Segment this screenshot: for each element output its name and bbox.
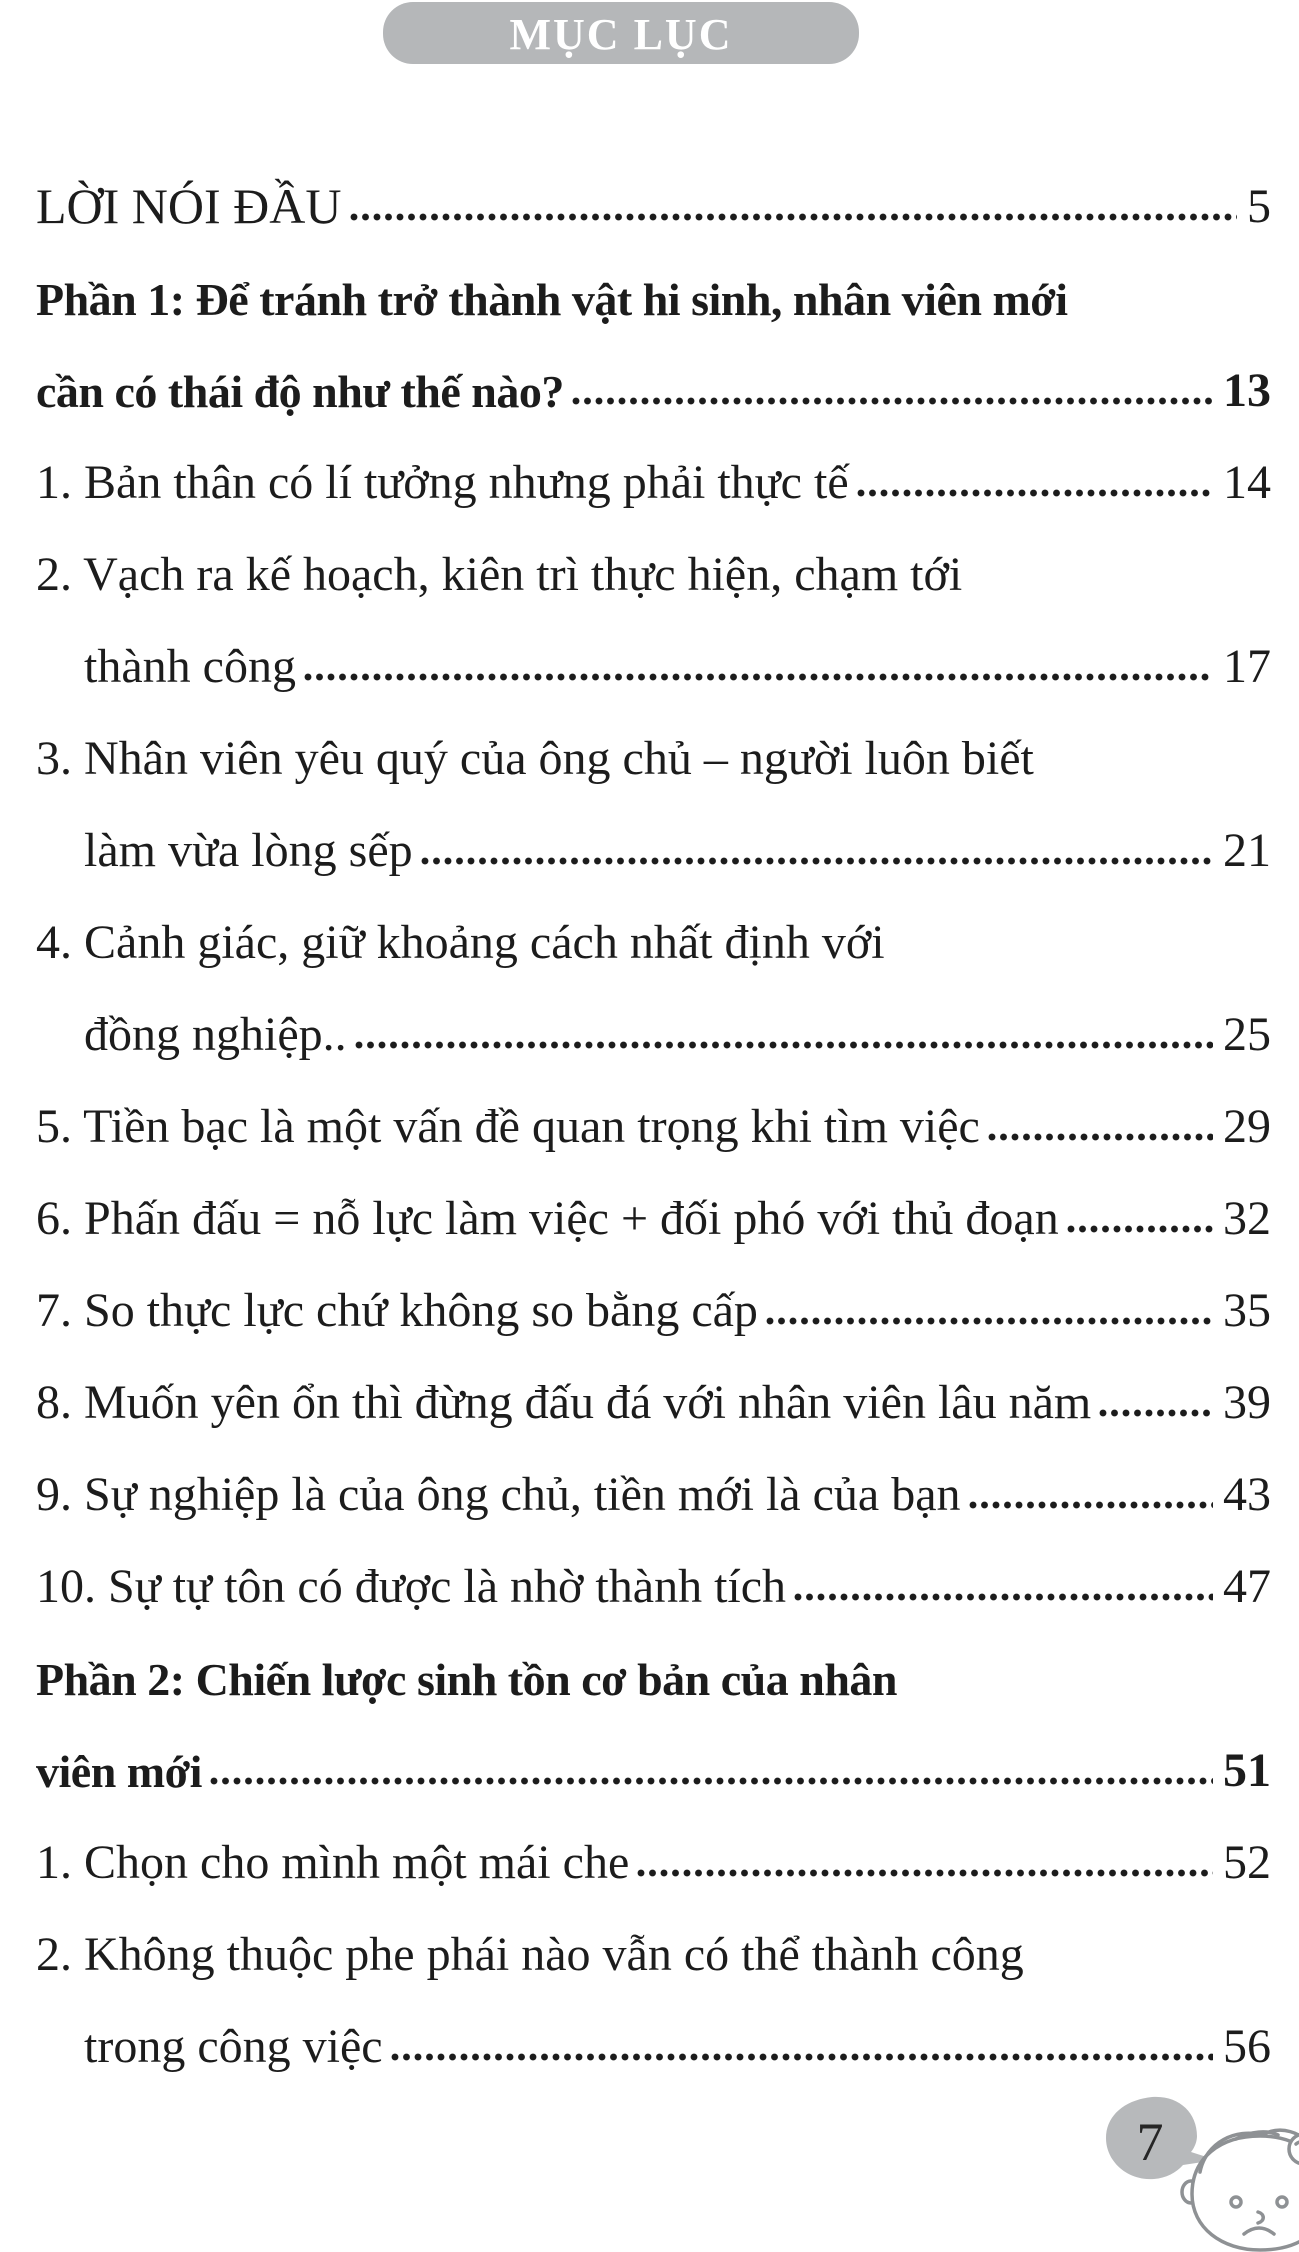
toc-page-number: 52 bbox=[1223, 1836, 1271, 1890]
toc-entry-text: 1. Bản thân có lí tưởng nhưng phải thực tế bbox=[36, 456, 849, 510]
toc-page-number: 25 bbox=[1223, 1008, 1271, 1062]
toc-page-number: 51 bbox=[1223, 1744, 1271, 1798]
toc-row bbox=[36, 878, 1271, 970]
toc-row bbox=[36, 786, 1271, 878]
toc-leader-dots bbox=[1099, 1370, 1213, 1430]
toc-row bbox=[36, 602, 1271, 694]
toc-entry-text: 8. Muốn yên ổn thì đừng đấu đá với nhân viên lâu năm bbox=[36, 1376, 1092, 1430]
toc-page-number: 17 bbox=[1223, 640, 1271, 694]
toc-entry-text: cần có thái độ như thế nào? bbox=[36, 366, 564, 418]
toc-row bbox=[36, 1522, 1271, 1614]
toc-row bbox=[36, 1062, 1271, 1154]
toc-entry-text: 2. Vạch ra kế hoạch, kiên trì thực hiện, chạm tới bbox=[36, 548, 963, 602]
toc-entry-text: trong công việc bbox=[84, 2020, 383, 2074]
toc-list bbox=[36, 142, 1271, 2074]
toc-entry-text: thành công bbox=[84, 640, 296, 694]
toc-entry-text: 10. Sự tự tôn có được là nhờ thành tích bbox=[36, 1560, 787, 1614]
toc-page-number: 5 bbox=[1247, 180, 1271, 234]
toc-leader-dots bbox=[969, 1462, 1214, 1522]
toc-leader-dots bbox=[391, 2014, 1213, 2074]
toc-row bbox=[36, 694, 1271, 786]
toc-entry-text: 6. Phấn đấu = nỗ lực làm việc + đối phó với thủ đoạn bbox=[36, 1192, 1059, 1246]
toc-leader-dots bbox=[350, 174, 1238, 234]
toc-row bbox=[36, 1338, 1271, 1430]
toc-row bbox=[36, 1706, 1271, 1798]
toc-page-number: 39 bbox=[1223, 1376, 1271, 1430]
toc-leader-dots bbox=[355, 1002, 1213, 1062]
toc-entry-text: viên mới bbox=[36, 1746, 202, 1798]
toc-row bbox=[36, 1430, 1271, 1522]
toc-leader-dots bbox=[794, 1554, 1213, 1614]
toc-leader-dots bbox=[988, 1094, 1213, 1154]
toc-page-number: 56 bbox=[1223, 2020, 1271, 2074]
toc-page-number: 32 bbox=[1223, 1192, 1271, 1246]
toc-entry-text: LỜI NÓI ĐẦU bbox=[36, 178, 342, 234]
toc-page-number: 35 bbox=[1223, 1284, 1271, 1338]
toc-leader-dots bbox=[637, 1830, 1213, 1890]
toc-row bbox=[36, 1614, 1271, 1706]
toc-entry-text: 2. Không thuộc phe phái nào vẫn có thể thành công bbox=[36, 1928, 1024, 1982]
toc-leader-dots bbox=[857, 450, 1213, 510]
grandma-face-icon bbox=[1178, 2122, 1299, 2252]
toc-entry-text: 5. Tiền bạc là một vấn đề quan trọng khi tìm việc bbox=[36, 1100, 980, 1154]
toc-row bbox=[36, 1246, 1271, 1338]
page-title-badge bbox=[383, 2, 859, 64]
toc-row bbox=[36, 970, 1271, 1062]
toc-leader-dots bbox=[1067, 1186, 1213, 1246]
toc-page-number: 29 bbox=[1223, 1100, 1271, 1154]
toc-leader-dots bbox=[210, 1738, 1213, 1798]
toc-row bbox=[36, 326, 1271, 418]
page-title: MỤC LỤC bbox=[509, 9, 733, 59]
toc-row bbox=[36, 418, 1271, 510]
toc-entry-text: 1. Chọn cho mình một mái che bbox=[36, 1836, 630, 1890]
toc-leader-dots bbox=[572, 358, 1213, 418]
toc-entry-text: 4. Cảnh giác, giữ khoảng cách nhất định với bbox=[36, 916, 885, 970]
toc-page-number: 43 bbox=[1223, 1468, 1271, 1522]
toc-entry-text: Phần 1: Để tránh trở thành vật hi sinh, nhân viên mới bbox=[36, 274, 1068, 326]
toc-row bbox=[36, 1890, 1271, 1982]
toc-leader-dots bbox=[421, 818, 1213, 878]
toc-leader-dots bbox=[304, 634, 1213, 694]
toc-entry-text: Phần 2: Chiến lược sinh tồn cơ bản của nhân bbox=[36, 1654, 897, 1706]
toc-row bbox=[36, 234, 1271, 326]
toc-entry-text: 7. So thực lực chứ không so bằng cấp bbox=[36, 1284, 758, 1338]
toc-leader-dots bbox=[766, 1278, 1213, 1338]
toc-page-number: 47 bbox=[1223, 1560, 1271, 1614]
bubble-page-number: 7 bbox=[1136, 2112, 1164, 2172]
toc-row bbox=[36, 142, 1271, 234]
toc-page-number: 21 bbox=[1223, 824, 1271, 878]
toc-row bbox=[36, 1982, 1271, 2074]
toc-page-number: 13 bbox=[1223, 364, 1271, 418]
toc-entry-text: đồng nghiệp.. bbox=[84, 1008, 347, 1062]
toc-entry-text: 9. Sự nghiệp là của ông chủ, tiền mới là của bạn bbox=[36, 1468, 961, 1522]
toc-entry-text: 3. Nhân viên yêu quý của ông chủ – người luôn biết bbox=[36, 732, 1034, 786]
toc-entry-text: làm vừa lòng sếp bbox=[84, 824, 413, 878]
toc-row bbox=[36, 510, 1271, 602]
toc-row bbox=[36, 1154, 1271, 1246]
toc-page-number: 14 bbox=[1223, 456, 1271, 510]
toc-row bbox=[36, 1798, 1271, 1890]
